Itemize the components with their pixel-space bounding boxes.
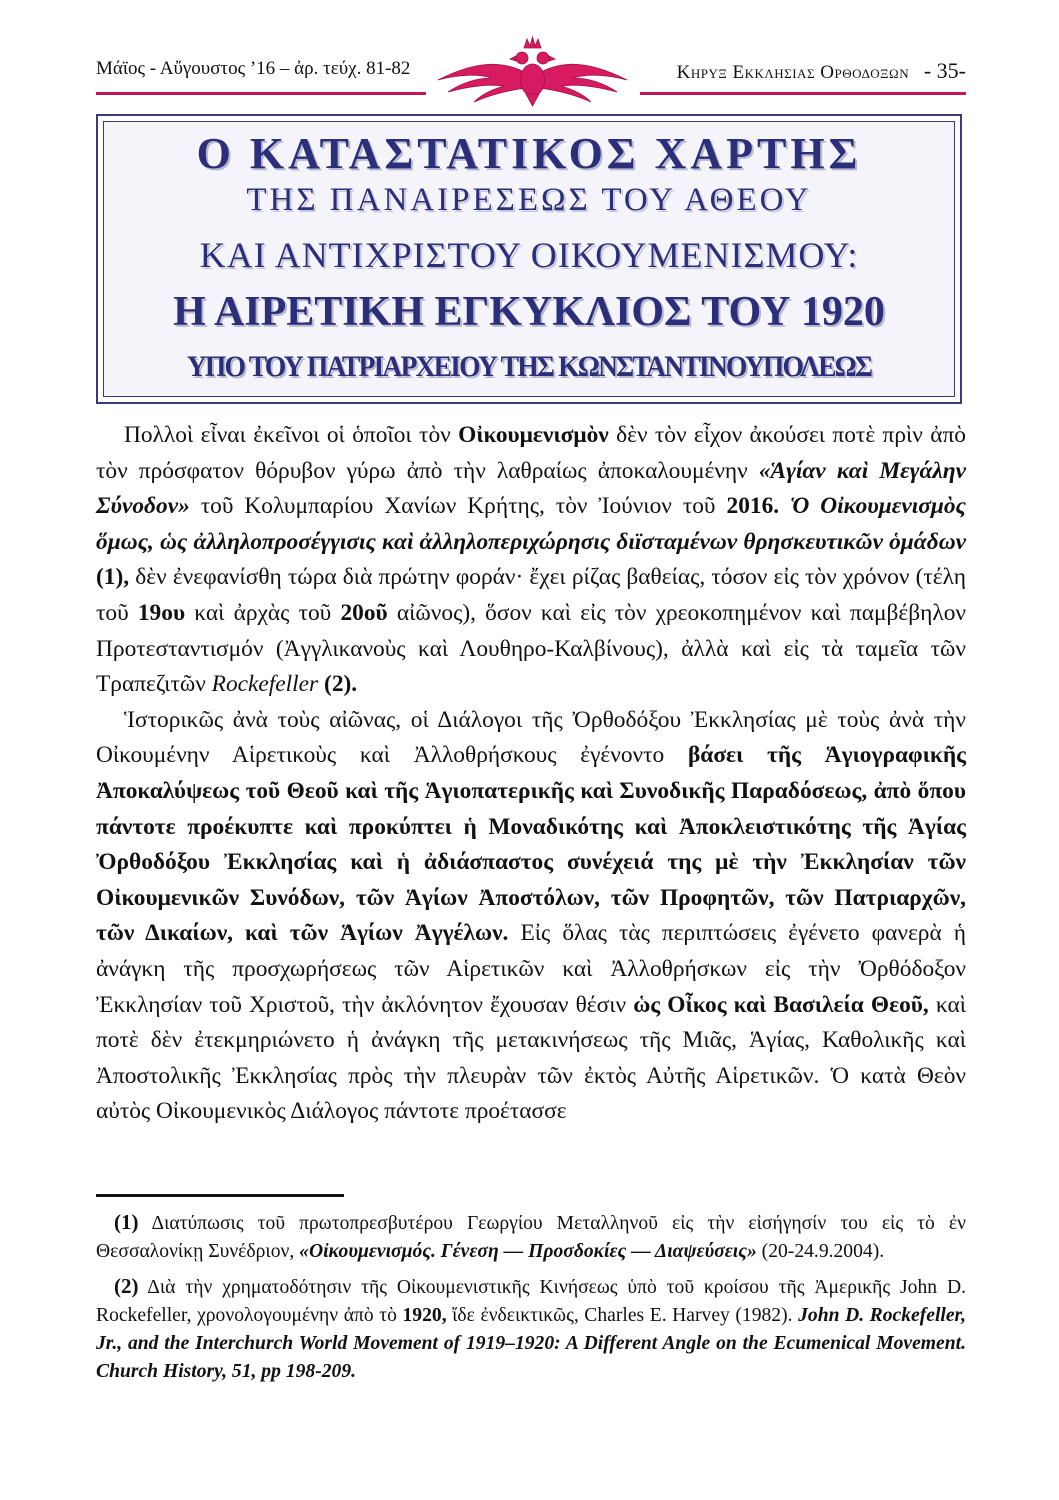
issue-info: Μάϊος - Αὔγουστος ’16 – ἀρ. τεύχ. 81-82 — [96, 58, 411, 79]
bold-span: 20οῦ — [340, 599, 388, 626]
text-span — [779, 493, 790, 519]
bold-italic-span: «Οἰκουμενισμός. Γένεση — Προσδοκίες — Διαψεύσεις» — [299, 1241, 757, 1262]
text-span: Πολλοὶ εἶναι ἐκεῖνοι οἱ ὁποῖοι τὸν — [124, 422, 459, 448]
text-span: τοῦ Κολυμπαρίου Χανίων Κρήτης, τὸν Ἰούνιον τοῦ — [189, 493, 727, 520]
paragraph-1 — [96, 418, 966, 703]
bold-span: Οἰκουμενισμὸν — [458, 422, 609, 448]
bold-span: 2016. — [726, 493, 780, 520]
journal-title-and-page — [677, 58, 966, 84]
text-span: δὲν τὸν εἶχον ἀκούσει ποτὲ πρὶν ἀπὸ τὸν πρόσφατον θόρυβον γύρω ἀπὸ τὴν λαθραίως ἀποκαλουμένην — [96, 422, 966, 484]
bold-span: 1920, — [402, 1305, 447, 1326]
footnote-2 — [96, 1272, 966, 1386]
text-span: Διὰ τὴν χρηματοδότησιν τῆς Οἰκουμενιστικῆς Κινήσεως ὑπὸ τοῦ κροίσου τῆς Ἀμερικῆς John D. Rockefeller, χρονολογουμένην ἀπὸ τὸ — [96, 1277, 966, 1326]
footnotes — [96, 1208, 966, 1392]
italic-span: Rockefeller — [211, 671, 319, 698]
journal-title: Κηρυξ Εκκλησιας Ορθοδοξων — [676, 62, 910, 83]
footnote-number: (2) — [114, 1274, 139, 1298]
text-span: δὲν ἐνεφανίσθη τώρα διὰ πρώτην φοράν· ἔχει ρίζας βαθείας, τόσον εἰς τὸν χρόνον (τέλη τοῦ — [96, 564, 966, 626]
title-line-4: Η ΑΙΡΕΤΙΚΗ ΕΓΚΥΚΛΙΟΣ ΤΟΥ 1920 — [173, 289, 885, 335]
footnote-1 — [96, 1208, 966, 1266]
bold-span: ὡς Οἶκος καὶ Βασιλεία Θεοῦ, — [633, 991, 929, 1018]
title-line-5: ΥΠΟ ΤΟΥ ΠΑΤΡΙΑΡΧΕΙΟΥ ΤΗΣ ΚΩΝΣΤΑΝΤΙΝΟΥΠΟΛΕΩΣ — [186, 350, 872, 383]
footnote-ref-2: (2). — [324, 671, 358, 698]
article-title-box — [96, 114, 962, 404]
text-span: (20-24.9.2004). — [756, 1241, 885, 1262]
text-span: καὶ ποτὲ δὲν ἐτεκμηριώνετο ἡ ἀνάγκη τῆς μετακινήσεως τῆς Μιᾶς, Ἁγίας, Καθολικῆς καὶ Ἀποστολικῆς Ἐκκλησίας πρὸς τὴν πλευρὰν τῶν ἐκτὸς Αὐτῆς Αἱρετικῶν. Ὁ κατὰ Θεὸν αὐτὸς Οἰκουμενικὸς Διάλογος πάντοτε προέτασσε — [96, 991, 967, 1125]
footnote-ref-1: (1), — [96, 564, 130, 591]
bold-italic-span: Ὁ Οἰκουμενισμὸς ὅμως, ὡς ἀλληλοπροσέγγισις καὶ ἀλληλοπεριχώρησις διϊσταμένων θρησκευτικῶν ὁμάδων — [96, 493, 966, 555]
bold-italic-span: John D. Rockefeller, Jr., and the Interchurch World Movement of 1919–1920: A Different Angle on the Ecumenical Movement. Church History, 51, pp 198-209. — [96, 1305, 966, 1382]
title-line-1: Ο ΚΑΤΑΣΤΑΤΙΚΟΣ ΧΑΡΤΗΣ — [196, 129, 862, 178]
page-number: - 35- — [923, 58, 966, 83]
bold-span: βάσει τῆς Ἁγιογραφικῆς Ἀποκαλύψεως τοῦ Θεοῦ καὶ τῆς Ἁγιοπατερικῆς καὶ Συνοδικῆς Παραδόσεως, ἀπὸ ὅπου πάντοτε προέκυπτε καὶ προκύπτει ἡ Μοναδικότης καὶ Ἀποκλειστικότης τῆς Ἁγίας Ὀρθοδόξου Ἐκκλησίας καὶ ἡ ἀδιάσπαστος συνέχειά της μὲ τὴν Ἐκκλησίαν τῶν Οἰκουμενικῶν Συνόδων, τῶν Ἁγίων Ἀποστόλων, τῶν Προφητῶν, τῶν Πατριαρχῶν, τῶν Δικαίων, καὶ τῶν Ἁγίων Ἀγγέλων. — [96, 742, 966, 947]
text-span: αἰῶνος), ὅσον καὶ εἰς τὸν χρεοκοπημένον καὶ παμβέβηλον Προτεσταντισμόν (Ἀγγλικανοὺς καὶ Λουθηρο-Καλβίνους), ἀλλὰ καὶ εἰς τὰ ταμεῖα τῶν Τραπεζιτῶν — [96, 599, 966, 698]
article-body — [96, 418, 966, 1130]
footnote-rule — [96, 1194, 344, 1197]
title-line-3: ΚΑΙ ΑΝΤΙΧΡΙΣΤΟΥ ΟΙΚΟΥΜΕΝΙΣΜΟΥ: — [199, 235, 859, 275]
text-span: Ἱστορικῶς ἀνὰ τοὺς αἰῶνας, οἱ Διάλογοι τῆς Ὀρθοδόξου Ἐκκλησίας μὲ τοὺς ἀνὰ τὴν Οἰκουμένην Αἱρετικοὺς καὶ Ἀλλοθρήσκους ἐγένοντο — [96, 706, 966, 769]
double-headed-eagle-icon — [430, 34, 635, 108]
paragraph-2 — [96, 703, 966, 1130]
header-rule-left — [96, 92, 426, 95]
header-rule-right — [640, 92, 966, 95]
text-span: Διατύπωσις τοῦ πρωτοπρεσβυτέρου Γεωργίου Μεταλληνοῦ εἰς τὴν εἰσήγησίν του εἰς τὸ ἐν Θεσσαλονίκῃ Συνέδριον, — [96, 1213, 966, 1262]
title-line-2: ΤΗΣ ΠΑΝΑΙΡΕΣΕΩΣ ΤΟΥ ΑΘΕΟΥ — [246, 182, 812, 218]
text-span: ἴδε ἐνδεικτικῶς, Charles E. Harvey (1982). — [446, 1305, 799, 1326]
title-box-inner — [103, 121, 955, 397]
footnote-number: (1) — [114, 1210, 139, 1234]
text-span: καὶ ἀρχὰς τοῦ — [185, 599, 341, 626]
bold-span: 19ου — [137, 599, 186, 626]
bold-italic-span: «Ἁγίαν καὶ Μεγάλην Σύνοδον» — [96, 457, 966, 520]
text-span: Εἰς ὅλας τὰς περιπτώσεις ἐγένετο φανερὰ ἡ ἀνάγκη τῆς προσχωρήσεως τῶν Αἱρετικῶν καὶ Ἀλλοθρήσκων εἰς τὴν Ὀρθόδοξον Ἐκκλησίαν τοῦ Χριστοῦ, τὴν ἀκλόνητον ἔχουσαν θέσιν — [96, 920, 966, 1018]
